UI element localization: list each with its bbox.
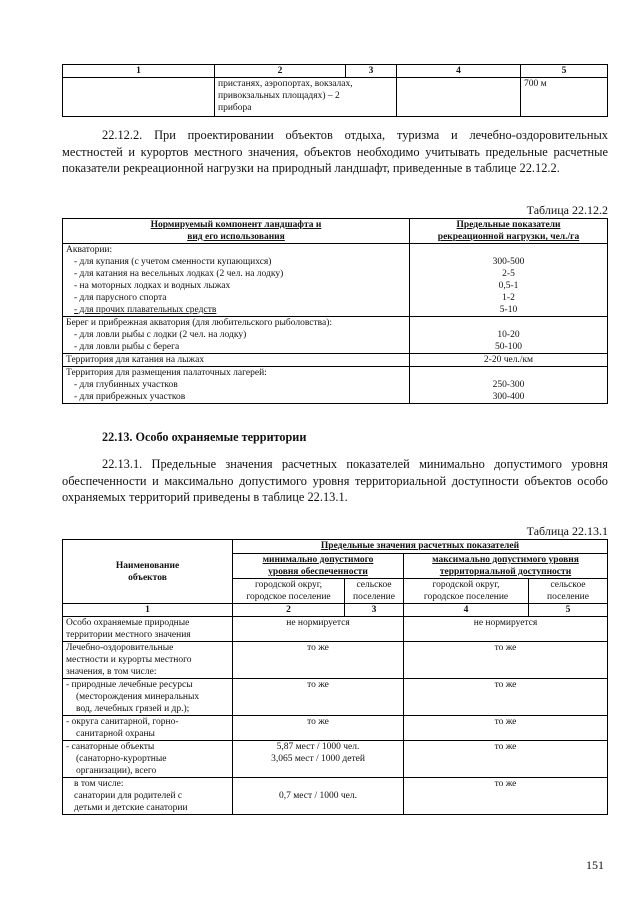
cell-distance: 700 м [521,78,608,117]
col-number: 3 [345,604,404,617]
header-cell-3: 3 [346,65,397,78]
row-min: не нормируется [233,617,404,642]
header-line: Нормируемый компонент ландшафта и [150,220,322,230]
row-max: не нормируется [404,617,608,642]
section-heading: 22.13. Особо охраняемые территории [102,430,307,444]
cell-empty [397,78,521,117]
header-line: территориальной доступности [439,567,572,577]
row-item: - для ловли рыбы с лодки (2 чел. на лодку) [74,330,247,340]
row-value: 250-300 [492,380,525,390]
row-values [410,367,608,404]
row-item: - для глубинных участков [74,380,178,390]
row-line: Лечебно-оздоровительные [66,643,174,653]
header-urban-2 [404,579,529,604]
table-row [63,778,608,815]
row-line: в том числе: [74,779,124,789]
table-row [63,78,608,117]
header-line: городское поселение [423,592,509,602]
header-line: сельское [356,580,392,590]
header-line: поселение [353,592,395,602]
row-line: - округа санитарной, горно- [66,717,179,727]
row-component [63,317,410,354]
cell-empty [63,78,215,117]
table-row [63,617,608,642]
header-group: Предельные значения расчетных показателей [233,540,608,554]
col-number: 5 [529,604,608,617]
cell-line: прибора [218,103,252,113]
row-name [63,617,233,642]
table-row [63,354,608,367]
header-component [63,219,410,244]
recreation-load-table [62,218,608,404]
row-value: 1-2 [502,293,515,303]
row-line: вод, лечебных грязей и др.); [76,704,190,714]
row-item: - на моторных лодках и водных лыжах [74,281,231,291]
header-min-level [233,554,404,579]
row-item: - для катания на весельных лодках (2 чел. на лодку) [74,269,284,279]
row-component [63,367,410,404]
header-rural-1 [345,579,404,604]
header-line: городское поселение [246,592,331,602]
table-row [63,642,608,679]
table-row [63,716,608,741]
row-min: то же [233,716,404,741]
row-title: Берег и прибрежная акватория (для любительского рыболовства): [66,318,333,328]
row-value: 300-500 [492,257,525,267]
header-line: минимально допустимого [262,555,374,565]
row-component: Территория для катания на лыжах [63,354,410,367]
row-min: 0,7 мест / 1000 чел. [233,778,404,815]
row-line: санитарной охраны [76,729,155,739]
header-cell-5: 5 [521,65,608,78]
row-name [63,778,233,815]
header-line: Наименование [115,560,180,571]
row-max: то же [404,778,608,815]
header-load [410,219,608,244]
row-line: организации), всего [76,766,157,776]
row-line: санатории для родителей с [74,791,183,801]
table-header-row [63,65,608,78]
header-line: поселение [547,592,589,602]
header-line: Предельные показатели [456,220,561,230]
row-max: то же [404,716,608,741]
row-line: значения, в том числе: [66,667,157,677]
col-number: 2 [233,604,345,617]
row-value: 5-10 [499,305,518,315]
row-line: (санаторно-курортные [76,754,167,764]
header-line: городской округ, [432,580,500,590]
row-title: Акватории: [66,245,113,255]
col-number: 1 [63,604,233,617]
table-header-row [63,540,608,554]
header-line: вид его использования [187,232,285,242]
row-item: - для прочих плавательных средств [74,305,217,315]
table-row [63,317,608,354]
row-item: - для купания (с учетом сменности купающихся) [74,257,272,267]
header-line: рекреационной нагрузки, чел./га [437,232,580,242]
row-name [63,642,233,679]
row-max: то же [404,642,608,679]
header-cell-4: 4 [397,65,521,78]
page-number: 151 [586,858,604,872]
header-line: сельское [550,580,586,590]
row-item: - для ловли рыбы с берега [74,342,180,352]
paragraph-22-13-1: 22.13.1. Предельные значения расчетных показателей минимально допустимого уровня обеспеченности и максимально допустимого уровня территориальной доступности объектов особо охраняемых территорий приведены в таблице 22.13.1. [62,457,608,504]
header-line: объектов [128,572,167,583]
row-item: - для прибрежных участков [74,392,186,402]
row-min: то же [233,642,404,679]
header-urban-1 [233,579,345,604]
table-row [63,367,608,404]
col-number: 4 [404,604,529,617]
cell-line: привокзальных площадях) – 2 [218,91,340,101]
header-max-level [404,554,608,579]
row-line: 3,065 мест / 1000 детей [271,754,365,764]
row-item: - для парусного спорта [74,293,167,303]
row-value: 0,5-1 [498,281,519,291]
row-max: то же [404,741,608,778]
row-values [410,317,608,354]
row-value: 50-100 [495,342,522,352]
protected-areas-table [62,539,608,815]
row-component [63,244,410,317]
row-line: Особо охраняемые природные [66,618,190,628]
table-row [63,679,608,716]
row-value: 2-5 [502,269,515,279]
row-values [410,244,608,317]
row-line: местности и курорты местного [66,655,192,665]
continuation-table [62,64,608,117]
row-max: то же [404,679,608,716]
row-name [63,741,233,778]
row-value: 2-20 чел./км [410,354,608,367]
header-rural-2 [529,579,608,604]
row-line: территории местного значения [66,630,191,640]
row-min [233,741,404,778]
table-caption: Таблица 22.12.2 [526,203,608,217]
row-name [63,716,233,741]
header-line: уровня обеспеченности [268,567,368,577]
table-row [63,741,608,778]
row-title: Территория для размещения палаточных лагерей: [66,368,267,378]
row-line: детьми и детские санатории [74,803,188,813]
table-row [63,244,608,317]
header-cell-1: 1 [63,65,215,78]
row-line: - санаторные объекты [66,742,155,752]
table-header-row [63,219,608,244]
table-number-row [63,604,608,617]
row-min: то же [233,679,404,716]
paragraph-22-12-2: 22.12.2. При проектировании объектов отдыха, туризма и лечебно-оздоровительных местностей и курортов местного значения, объектов необходимо учитывать предельные расчетные показатели рекреационной нагрузки на природный ландшафт, приведенные в таблице 22.12.2. [62,128,608,175]
row-name [63,679,233,716]
header-name [63,540,233,604]
row-line: (месторождения минеральных [76,692,200,702]
header-line: городской округ, [255,580,322,590]
header-cell-2: 2 [215,65,346,78]
table-caption: Таблица 22.13.1 [526,524,608,538]
cell-line: пристанях, аэропортах, вокзалах, [218,79,353,89]
row-line: - природные лечебные ресурсы [66,680,193,690]
header-line: максимально допустимого уровня [432,555,579,565]
row-line: 5,87 мест / 1000 чел. [276,742,360,752]
cell-description [215,78,397,117]
row-value: 10-20 [497,330,520,340]
row-value: 300-400 [492,392,525,402]
